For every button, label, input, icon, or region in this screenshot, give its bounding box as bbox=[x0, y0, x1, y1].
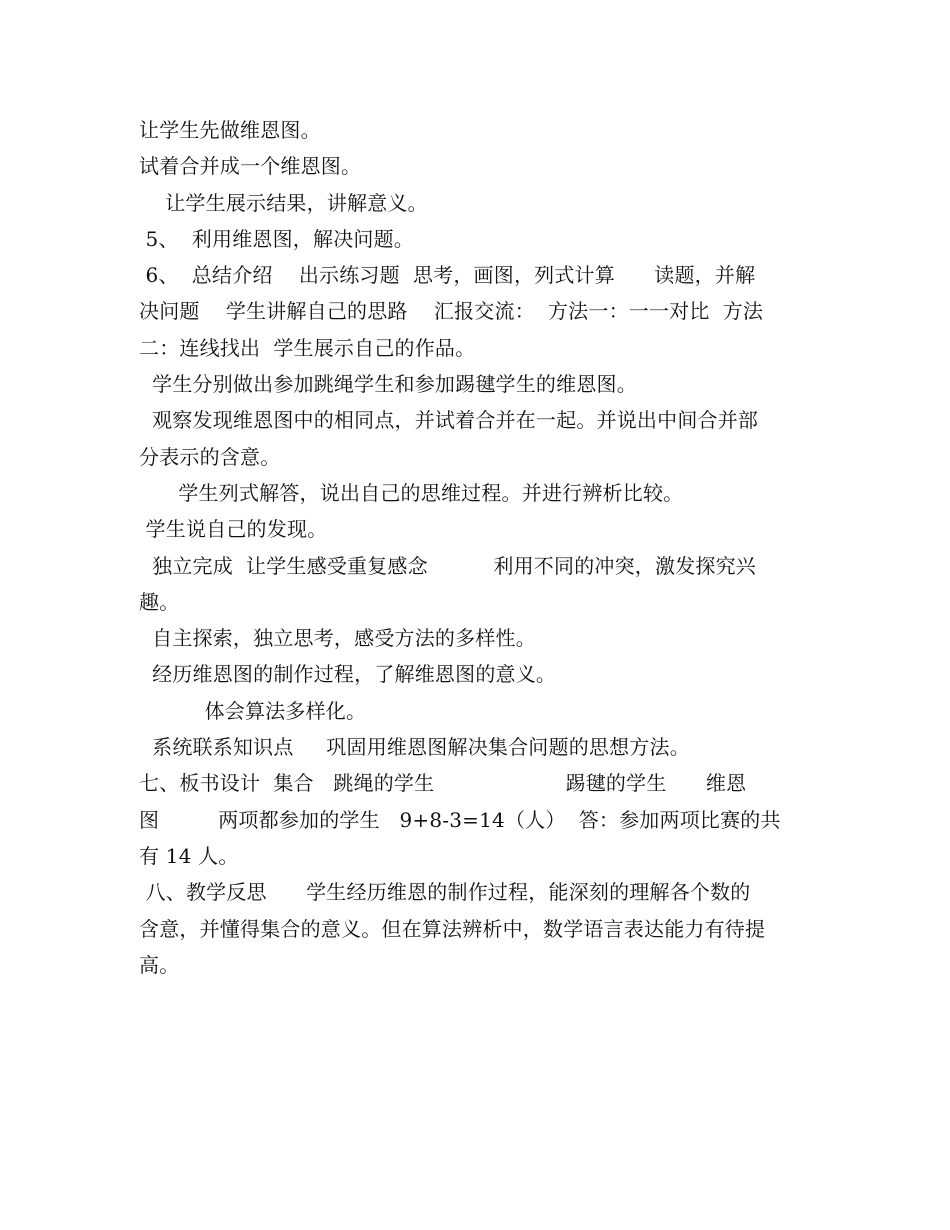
text-line: 自主探索，独立思考，感受方法的多样性。 bbox=[139, 626, 536, 651]
text-line: 学生说自己的发现。 bbox=[139, 517, 328, 542]
text-line: 七、板书设计 集合 跳绳的学生 踢毽的学生 维恩 bbox=[139, 771, 747, 796]
text-line: 图 两项都参加的学生 9+8-3=14（人） 答：参加两项比赛的共 bbox=[139, 807, 781, 832]
document-body bbox=[139, 112, 812, 983]
text-line: 观察发现维恩图中的相同点，并试着合并在一起。并说出中间合并部 bbox=[139, 408, 759, 433]
text-line: 让学生展示结果，讲解意义。 bbox=[139, 190, 428, 215]
text-line: 二：连线找出 学生展示自己的作品。 bbox=[139, 335, 476, 360]
text-line: 学生列式解答，说出自己的思维过程。并进行辨析比较。 bbox=[139, 480, 684, 505]
text-line: 有 14 人。 bbox=[139, 843, 239, 868]
text-line: 经历维恩图的制作过程，了解维恩图的意义。 bbox=[139, 662, 557, 687]
text-line: 让学生先做维恩图。 bbox=[139, 118, 321, 142]
text-line: 分表示的含意。 bbox=[139, 444, 281, 469]
text-line: 决问题 学生讲解自己的思路 汇报交流： 方法一：一一对比 方法 bbox=[139, 299, 764, 324]
text-line: 试着合并成一个维恩图。 bbox=[139, 154, 362, 179]
text-line: 趣。 bbox=[139, 589, 180, 614]
text-line: 5、 利用维恩图，解决问题。 bbox=[139, 226, 414, 251]
text-line: 系统联系知识点 巩固用维恩图解决集合问题的思想方法。 bbox=[139, 735, 690, 760]
text-line: 高。 bbox=[139, 952, 180, 977]
text-line: 独立完成 让学生感受重复感念 利用不同的冲突，激发探究兴 bbox=[139, 553, 757, 578]
text-line: 6、 总结介绍 出示练习题 思考，画图，列式计算 读题，并解 bbox=[139, 263, 756, 288]
text-line: 学生分别做出参加跳绳学生和参加踢毽学生的维恩图。 bbox=[139, 372, 637, 397]
text-line: 八、教学反思 学生经历维恩的制作过程，能深刻的理解各个数的 bbox=[139, 880, 751, 905]
text-line: 含意，并懂得集合的意义。但在算法辨析中，数学语言表达能力有待提 bbox=[139, 916, 766, 941]
text-line: 体会算法多样化。 bbox=[139, 698, 367, 723]
